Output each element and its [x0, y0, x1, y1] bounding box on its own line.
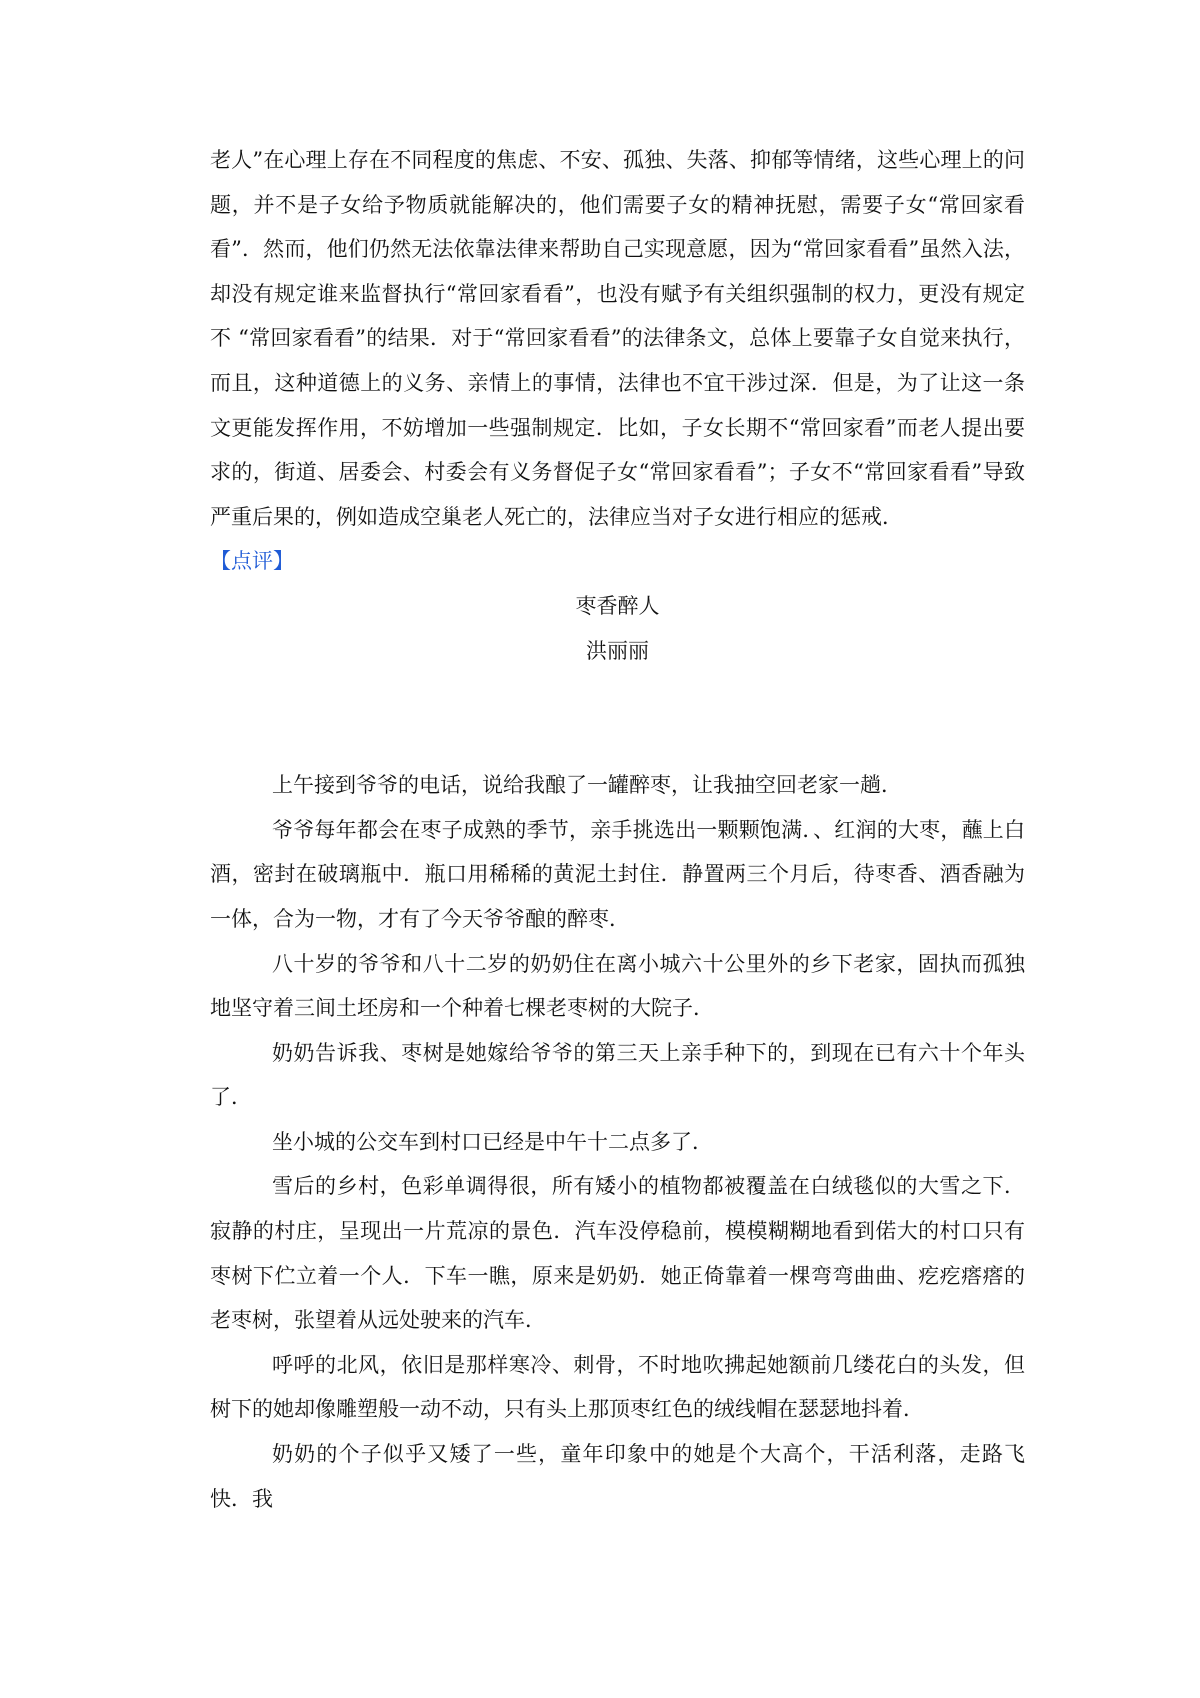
essay-paragraph: 雪后的乡村，色彩单调得很，所有矮小的植物都被覆盖在白绒毯似的大雪之下．寂静的村庄，呈现出一片荒凉的景色．汽车没停稳前，模模糊糊地看到偌大的村口只有枣树下伫立着一个人．下车一瞧，原来是奶奶．她正倚靠着一棵弯弯曲曲、疙疙瘩瘩的老枣树，张望着从远处驶来的汽车．	[210, 1174, 1025, 1333]
comment-label: 【点评】	[210, 549, 294, 574]
essay-paragraph: 呼呼的北风，依旧是那样寒冷、刺骨，不时地吹拂起她额前几缕花白的头发，但树下的她却像雕塑般一动不动，只有头上那顶枣红色的绒线帽在瑟瑟地抖着．	[210, 1352, 1025, 1422]
essay-title: 枣香醉人	[575, 593, 660, 618]
document-page	[210, 138, 1025, 1521]
essay-paragraph: 上午接到爷爷的电话，说给我酿了一罐醉枣，让我抽空回老家一趟．	[272, 773, 902, 798]
essay-paragraph: 爷爷每年都会在枣子成熟的季节，亲手挑选出一颗颗饱满．、红润的大枣，蘸上白酒，密封在破璃瓶中．瓶口用稀稀的黄泥土封住．静置两三个月后，待枣香、酒香融为一体，合为一物，才有了今天爷爷酿的醉枣．	[210, 817, 1025, 931]
essay-paragraph: 奶奶告诉我、枣树是她嫁给爷爷的第三天上亲手种下的，到现在已有六十个年头了．	[210, 1040, 1025, 1110]
essay-paragraph: 坐小城的公交车到村口已经是中午十二点多了．	[272, 1129, 713, 1154]
essay-paragraph: 八十岁的爷爷和八十二岁的奶奶住在离小城六十公里外的乡下老家，固执而孤独地坚守着三间土坯房和一个种着七棵老枣树的大院子．	[210, 951, 1025, 1021]
continued-passage: 老人”在心理上存在不同程度的焦虑、不安、孤独、失落、抑郁等情绪，这些心理上的问题，并不是子女给予物质就能解决的，他们需要子女的精神抚慰，需要子女“常回家看看”．然而，他们仍然无法依靠法律来帮助自己实现意愿，因为“常回家看看”虽然入法，却没有规定谁来监督执行“常回家看看”，也没有赋予有关组织强制的权力，更没有规定不 “常回家看看”的结果．对于“常回家看看”的法律条文，总体上要靠子女自觉来执行，而且，这种道德上的义务、亲情上的事情，法律也不宜干涉过深．但是，为了让这一条文更能发挥作用，不妨增加一些强制规定．比如，子女长期不“常回家看”而老人提出要求的，街道、居委会、村委会有义务督促子女“常回家看看”；子女不“常回家看看”导致严重后果的，例如造成空巢老人死亡的，法律应当对子女进行相应的惩戒．	[210, 148, 1025, 529]
essay-author: 洪丽丽	[586, 638, 649, 663]
essay-paragraph: 奶奶的个子似乎又矮了一些，童年印象中的她是个大高个，干活利落，走路飞快．我	[210, 1442, 1025, 1511]
title-spacer	[210, 673, 1025, 763]
essay-body	[210, 763, 1025, 1521]
